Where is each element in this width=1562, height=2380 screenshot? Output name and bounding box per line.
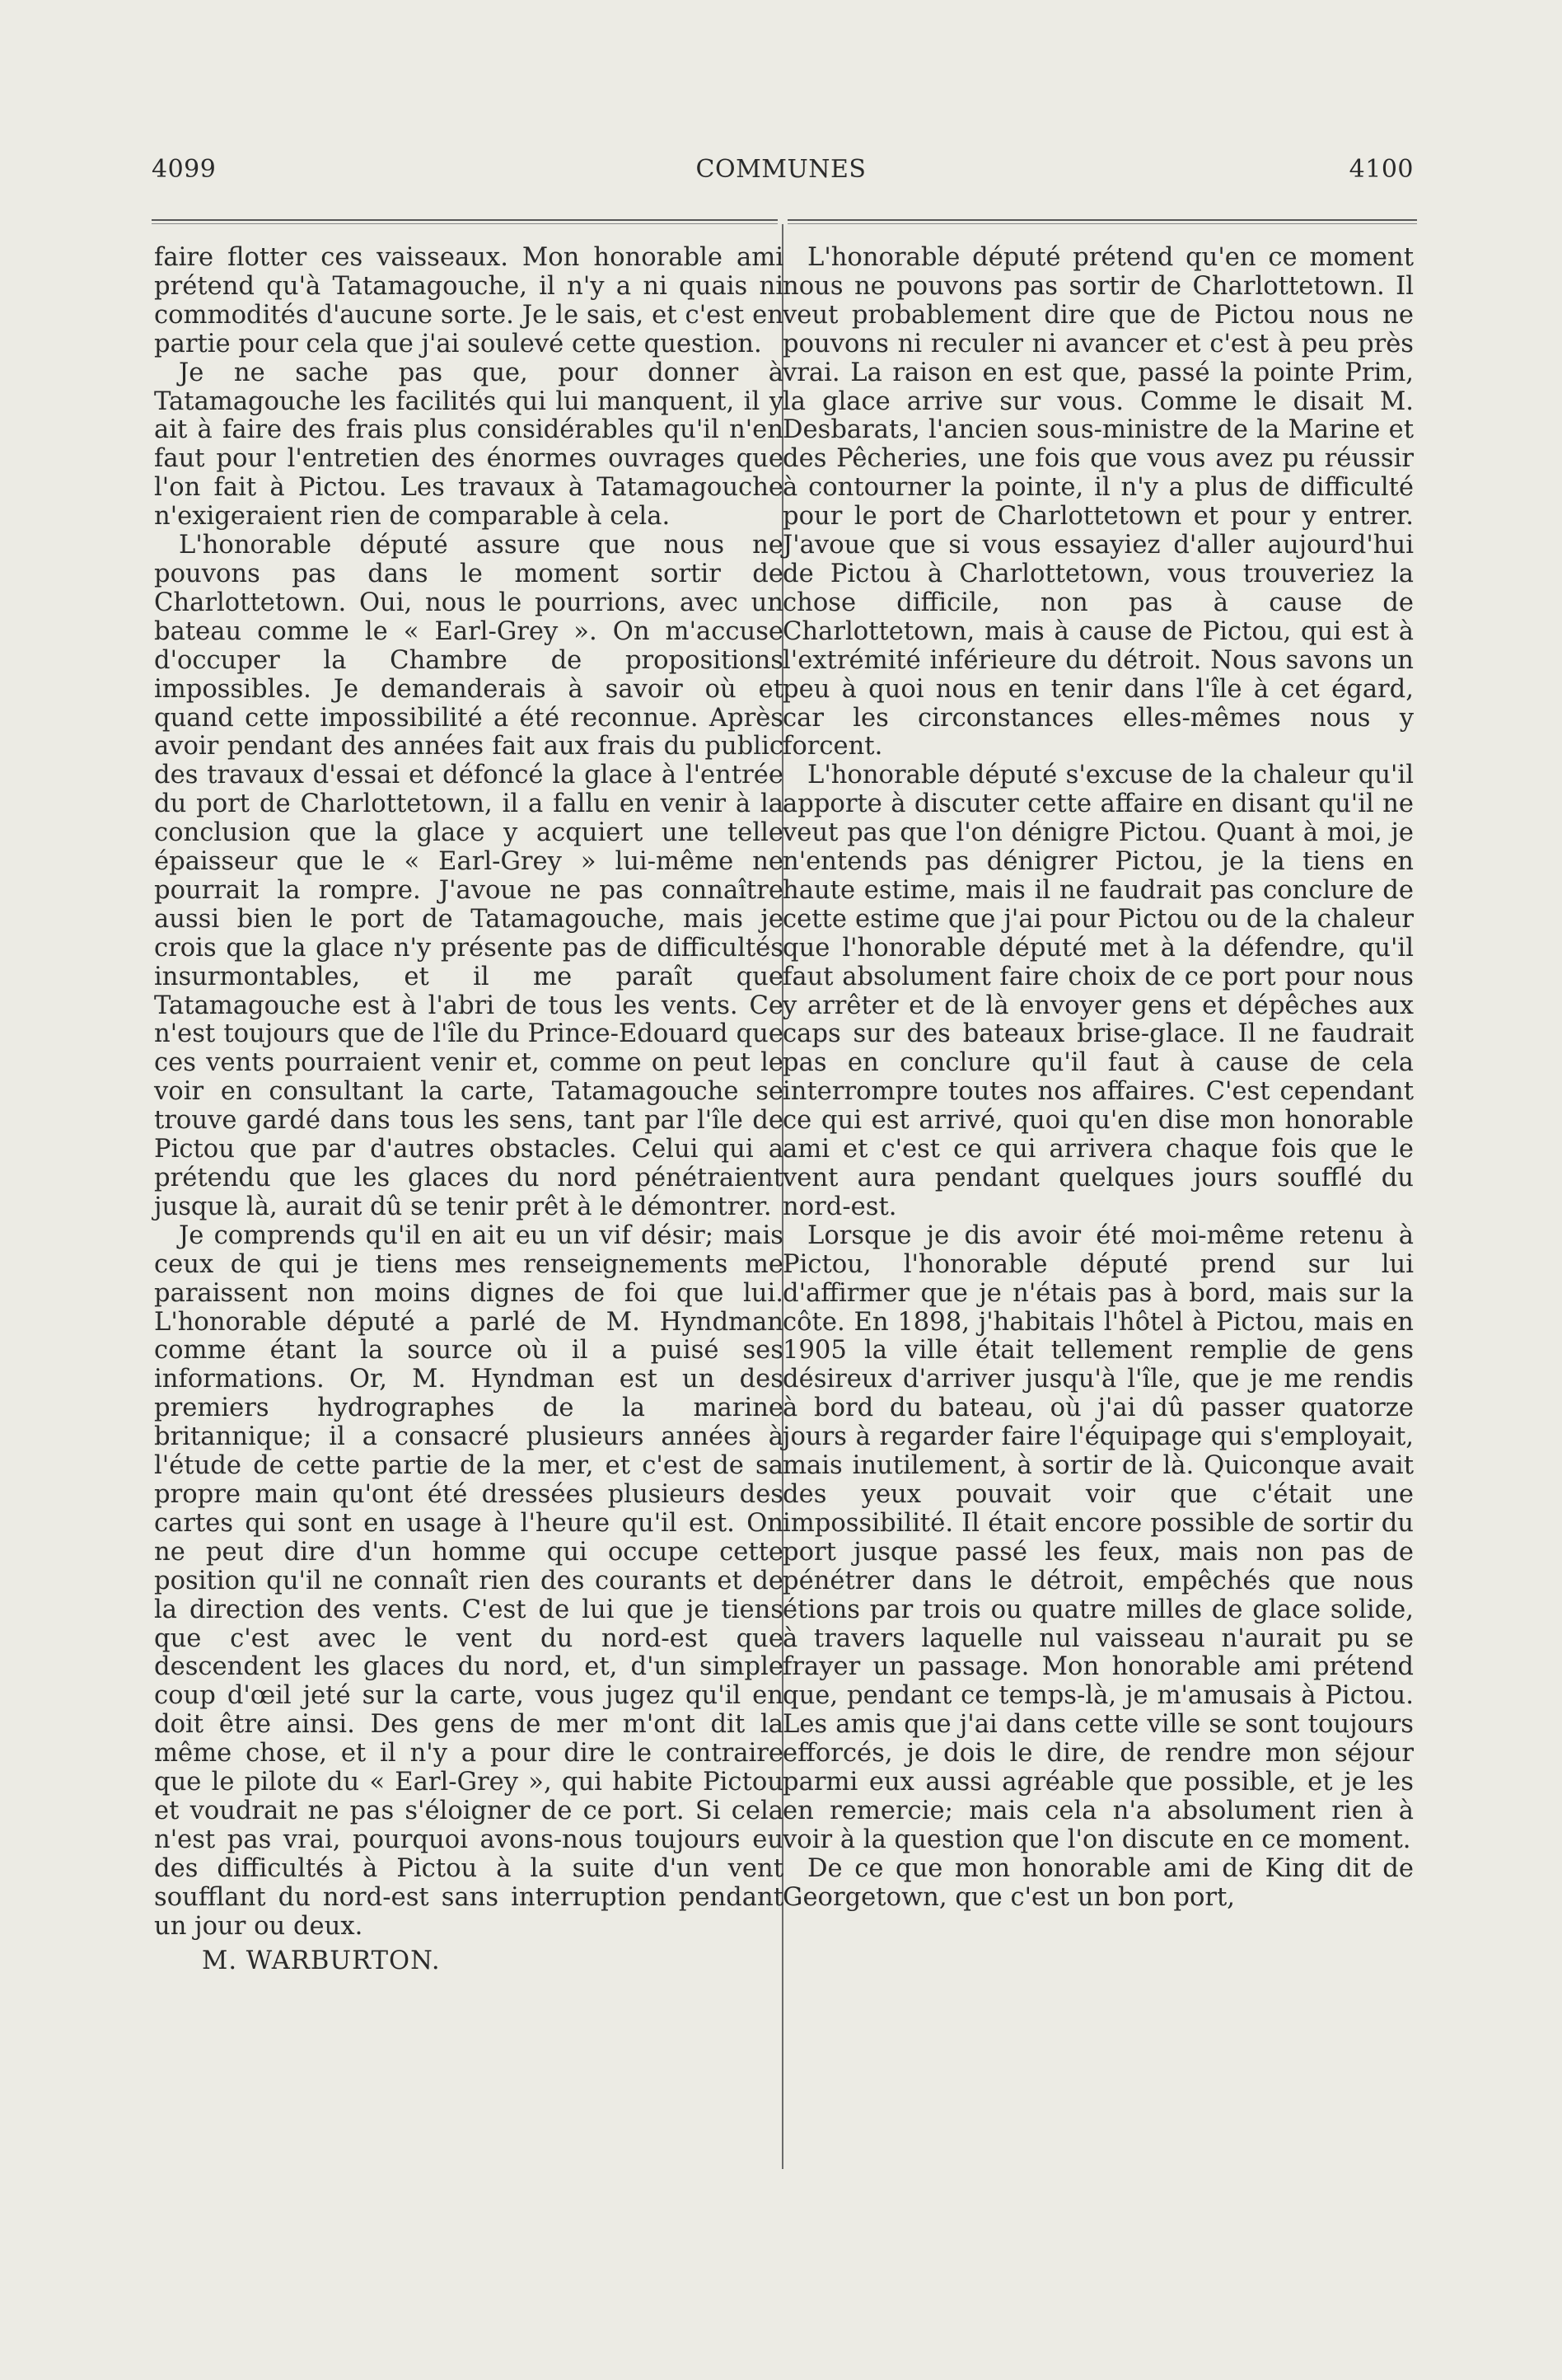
paragraph: L'honorable député assure que nous ne pouvons pas dans le moment sortir de Charlottetown. Oui, nous le pourrions, avec un bateau comme le « Earl-Grey ». On m'accuse d'occuper la Chambre de propositions impossibles. Je demanderais à savoir où et quand cette impossibilité a été reconnue. Après avoir pendant des années fait aux frais du public des travaux d'essai et défoncé la glace à l'entrée du port de Charlottetown, il a fallu en venir à la conclusion que la glace y acquiert une telle épaisseur que le « Earl-Grey » lui-même ne pourrait la rompre. J'avoue ne pas connaître aussi bien le port de Tatamagouche, mais je crois que la glace n'y présente pas de difficultés insurmontables, et il me paraît que Tatamagouche est à l'abri de tous les vents. Ce n'est toujours que de l'île du Prince-Edouard que ces vents pourraient venir et, comme on peut le voir en consultant la carte, Tatamagouche se trouve gardé dans tous les sens, tant par l'île de Pictou que par d'autres obstacles. Celui qui a prétendu que les glaces du nord pénétraient jusque là, aurait dû se tenir prêt à le démontrer. (154, 531, 783, 1221)
page-number-left: 4099 (152, 155, 217, 184)
left-column (154, 244, 783, 1976)
paragraph: Je comprends qu'il en ait eu un vif désir; mais ceux de qui je tiens mes renseignements me paraissent non moins dignes de foi que lui. L'honorable député a parlé de M. Hyndman comme étant la source où il a puisé ses informations. Or, M. Hyndman est un des premiers hydrographes de la marine britannique; il a consacré plusieurs années à l'étude de cette partie de la mer, et c'est de sa propre main qu'ont été dressées plusieurs des cartes qui sont en usage à l'heure qu'il est. On ne peut dire d'un homme qui occupe cette position qu'il ne connaît rien des courants et de la direction des vents. C'est de lui que je tiens que c'est avec le vent du nord-est que descendent les glaces du nord, et, d'un simple coup d'œil jeté sur la carte, vous jugez qu'il en doit être ainsi. Des gens de mer m'ont dit la même chose, et il n'y a pour dire le contraire que le pilote du « Earl-Grey », qui habite Pictou et voudrait ne pas s'éloigner de ce port. Si cela n'est pas vrai, pourquoi avons-nous toujours eu des difficultés à Pictou à la suite d'un vent soufflant du nord-est sans interruption pendant un jour ou deux. (154, 1220, 783, 1941)
paragraph: L'honorable député prétend qu'en ce moment nous ne pouvons pas sortir de Charlottetown. Il veut probablement dire que de Pictou nous ne pouvons ni reculer ni avancer et c'est à peu près vrai. La raison en est que, passé la pointe Prim, la glace arrive sur vous. Comme le disait M. Desbarats, l'ancien sous-ministre de la Marine et des Pêcheries, une fois que vous avez pu réussir à contourner la pointe, il n'y a plus de difficulté pour le port de Charlottetown et pour y entrer. J'avoue que si vous essayiez d'aller aujourd'hui de Pictou à Charlottetown, vous trouveriez la chose difficile, non pas à cause de Charlottetown, mais à cause de Pictou, qui est à l'extrémité inférieure du détroit. Nous savons un peu à quoi nous en tenir dans l'île à cet égard, car les circonstances elles-mêmes nous y forcent. (783, 243, 1414, 761)
right-column (783, 244, 1414, 1913)
page-number-right: 4100 (1349, 155, 1414, 184)
header-rule-right (788, 219, 1417, 224)
paragraph: Lorsque je dis avoir été moi-même retenu à Pictou, l'honorable député prend sur lui d'affirmer que je n'étais pas à bord, mais sur la côte. En 1898, j'habitais l'hôtel à Pictou, mais en 1905 la ville était tellement remplie de gens désireux d'arriver jusqu'à l'île, que je me rendis à bord du bateau, où j'ai dû passer quatorze jours à regarder faire l'équipage qui s'employait, mais inutilement, à sortir de là. Quiconque avait des yeux pouvait voir que c'était une impossibilité. Il était encore possible de sortir du port jusque passé les feux, mais non pas de pénétrer dans le détroit, empêchés que nous étions par trois ou quatre milles de glace solide, à travers laquelle nul vaisseau n'aurait pu se frayer un passage. Mon honorable ami prétend que, pendant ce temps-là, je m'amusais à Pictou. Les amis que j'ai dans cette ville se sont toujours efforcés, je dois le dire, de rendre mon séjour parmi eux aussi agréable que possible, et je les en remercie; mais cela n'a absolument rien à voir à la question que l'on discute en ce moment. (783, 1220, 1414, 1854)
paragraph: Je ne sache pas que, pour donner à Tatamagouche les facilités qui lui manquent, il y ait à faire des frais plus considérables qu'il n'en faut pour l'entretien des énormes ouvrages que l'on fait à Pictou. Les travaux à Tatamagouche n'exigeraient rien de comparable à cela. (154, 358, 783, 532)
paragraph: faire flotter ces vaisseaux. Mon honorable ami prétend qu'à Tatamagouche, il n'y a ni quais ni commodités d'aucune sorte. Je le sais, et c'est en partie pour cela que j'ai soulevé cette question. (154, 243, 783, 358)
running-title: COMMUNES (695, 155, 867, 184)
page-header (0, 147, 1562, 196)
paragraph: L'honorable député s'excuse de la chaleur qu'il apporte à discuter cette affaire en disant qu'il ne veut pas que l'on dénigre Pictou. Quant à moi, je n'entends pas dénigrer Pictou, je la tiens en haute estime, mais il ne faudrait pas conclure de cette estime que j'ai pour Pictou ou de la chaleur que l'honorable député met à la défendre, qu'il faut absolument faire choix de ce port pour nous y arrêter et de là envoyer gens et dépêches aux caps sur des bateaux brise-glace. Il ne faudrait pas en conclure qu'il faut à cause de cela interrompre toutes nos affaires. C'est cependant ce qui est arrivé, quoi qu'en dise mon honorable ami et c'est ce qui arrivera chaque fois que le vent aura pendant quelques jours soufflé du nord-est. (783, 761, 1414, 1221)
paragraph: De ce que mon honorable ami de King dit de Georgetown, que c'est un bon port, (783, 1853, 1414, 1912)
header-rule-left (152, 219, 778, 224)
speaker-name: M. WARBURTON. (202, 1947, 441, 1976)
